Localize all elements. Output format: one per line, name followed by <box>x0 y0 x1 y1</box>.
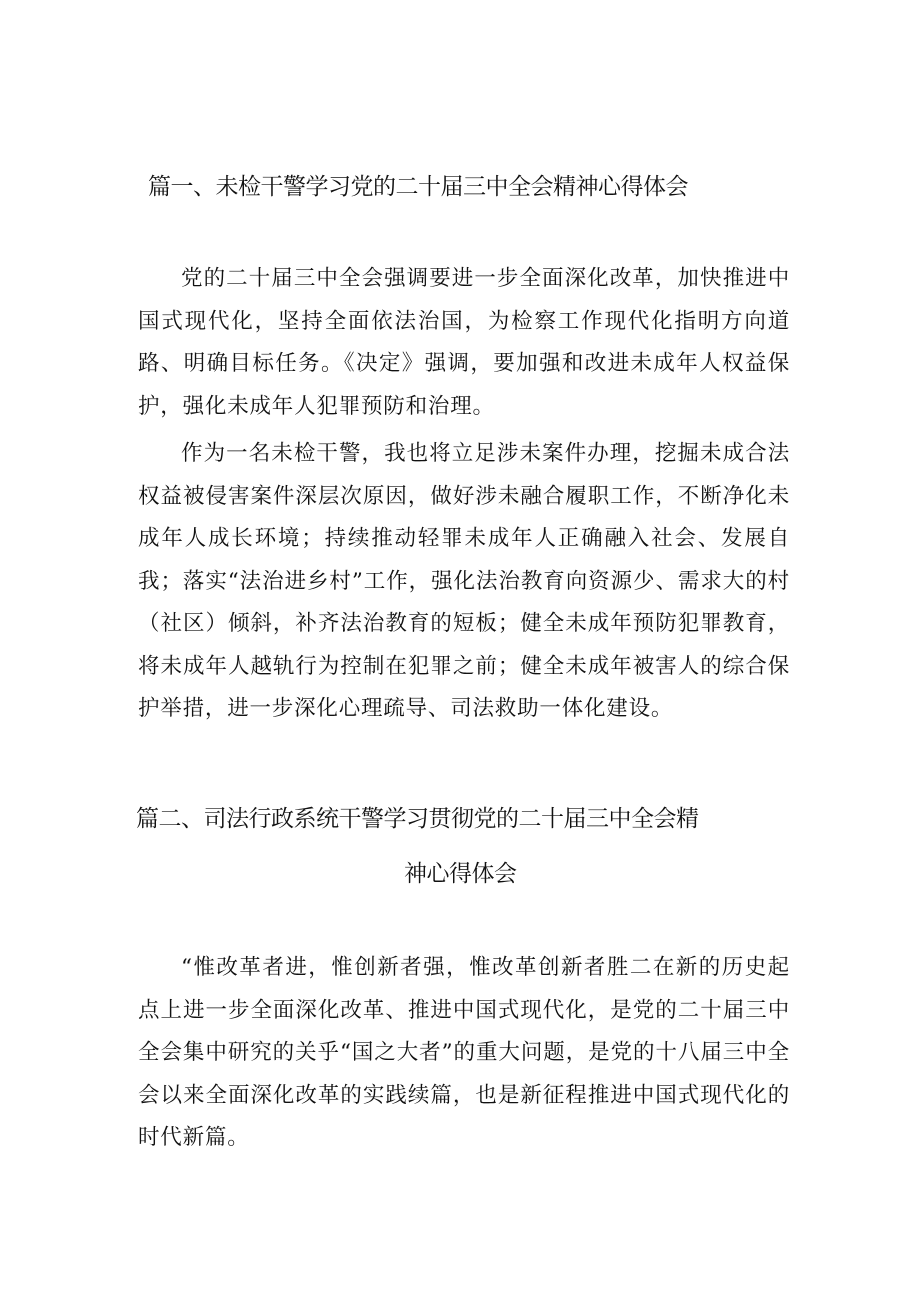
section2-paragraph-1: “惟改革者进，惟创新者强，惟改革创新者胜二在新的历史起点上进一步全面深化改革、推进中国式现代化，是党的二十届三中全会集中研究的关乎“国之大者”的重大问题，是党的十八届三中全会以来全面深化改革的实践续篇，也是新征程推进中国式现代化的时代新篇。 <box>138 955 790 1150</box>
section1-paragraph-2: 作为一名未检干警，我也将立足涉未案件办理，挖掘未成合法权益被侵害案件深层次原因，做好涉未融合履职工作，不断净化未成年人成长环境；持续推动轻罪未成年人正确融入社会、发展自我；落实“法治进乡村”工作，强化法治教育向资源少、需求大的村（社区）倾斜，补齐法治教育的短板；健全未成年预防犯罪教育，将未成年人越轨行为控制在犯罪之前；健全未成年被害人的综合保护举措，进一步深化心理疏导、司法救助一体化建设。 <box>138 441 790 721</box>
section2-title-line1: 篇二、司法行政系统干警学习贯彻党的二十届三中全会精 <box>136 806 699 832</box>
section2-title-line2: 神心得体会 <box>404 861 517 887</box>
section1-paragraph-1: 党的二十届三中全会强调要进一步全面深化改革，加快推进中国式现代化，坚持全面依法治国，为检察工作现代化指明方向道路、明确目标任务。《决定》强调，要加强和改进未成年人权益保护，强化未成年人犯罪预防和治理。 <box>138 266 790 419</box>
section1-title: 篇一、未检干警学习党的二十届三中全会精神心得体会 <box>148 174 688 200</box>
